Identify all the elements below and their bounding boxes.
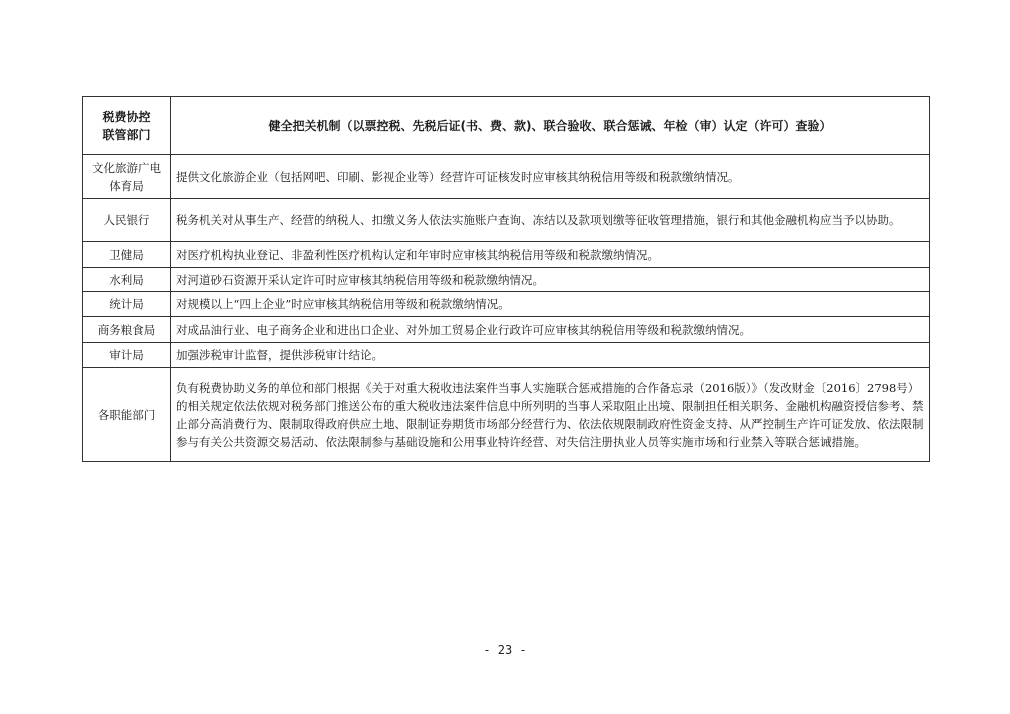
header-mechanism: 健全把关机制（以票控税、先税后证(书、费、款)、联合验收、联合惩诫、年检（审）认定（许可）查验） — [171, 97, 930, 155]
table-row — [83, 368, 930, 462]
table-row — [83, 242, 930, 268]
dept-cell: 卫健局 — [83, 242, 171, 268]
header-dept: 税费协控 联管部门 — [83, 97, 171, 155]
desc-cell: 对河道砂石资源开采认定许可时应审核其纳税信用等级和税款缴纳情况。 — [171, 268, 930, 292]
desc-cell: 负有税费协助义务的单位和部门根据《关于对重大税收违法案件当事人实施联合惩戒措施的合作备忘录（2016版）》（发改财金〔2016〕2798号）的相关规定依法依规对税务部门推送公布的重大税收违法案件信息中所列明的当事人采取阻止出境、限制担任相关职务、金融机构融资授信参考、禁止部分高消费行为、限制取得政府供应土地、限制证券期货市场部分经营行为、依法依规限制政府性资金支持、从严控制生产许可证发放、依法限制参与有关公共资源交易活动、依法限制参与基础设施和公用事业特许经营、对失信注册执业人员等实施市场和行业禁入等联合惩诫措施。 — [171, 368, 930, 462]
desc-cell: 提供文化旅游企业（包括网吧、印刷、影视企业等）经营许可证核发时应审核其纳税信用等级和税款缴纳情况。 — [171, 155, 930, 199]
dept-cell: 审计局 — [83, 343, 171, 368]
table-row — [83, 317, 930, 343]
table-row — [83, 199, 930, 242]
dept-cell: 人民银行 — [83, 199, 171, 242]
dept-cell: 统计局 — [83, 292, 171, 317]
desc-cell: 加强涉税审计监督，提供涉税审计结论。 — [171, 343, 930, 368]
desc-cell: 对规模以上“四上企业”时应审核其纳税信用等级和税款缴纳情况。 — [171, 292, 930, 317]
dept-cell: 各职能部门 — [83, 368, 171, 462]
dept-cell: 商务粮食局 — [83, 317, 171, 343]
dept-cell: 文化旅游广电体育局 — [83, 155, 171, 199]
tax-coordination-table — [82, 96, 930, 462]
page-number: - 23 - — [483, 643, 527, 657]
desc-cell: 对成品油行业、电子商务企业和进出口企业、对外加工贸易企业行政许可应审核其纳税信用等级和税款缴纳情况。 — [171, 317, 930, 343]
table-row — [83, 292, 930, 317]
table-row — [83, 343, 930, 368]
dept-cell: 水利局 — [83, 268, 171, 292]
table-header-row — [83, 97, 930, 155]
table-row — [83, 155, 930, 199]
desc-cell: 税务机关对从事生产、经营的纳税人、扣缴义务人依法实施账户查询、冻结以及款项划缴等征收管理措施，银行和其他金融机构应当予以协助。 — [171, 199, 930, 242]
table-row — [83, 268, 930, 292]
desc-cell: 对医疗机构执业登记、非盈利性医疗机构认定和年审时应审核其纳税信用等级和税款缴纳情况。 — [171, 242, 930, 268]
